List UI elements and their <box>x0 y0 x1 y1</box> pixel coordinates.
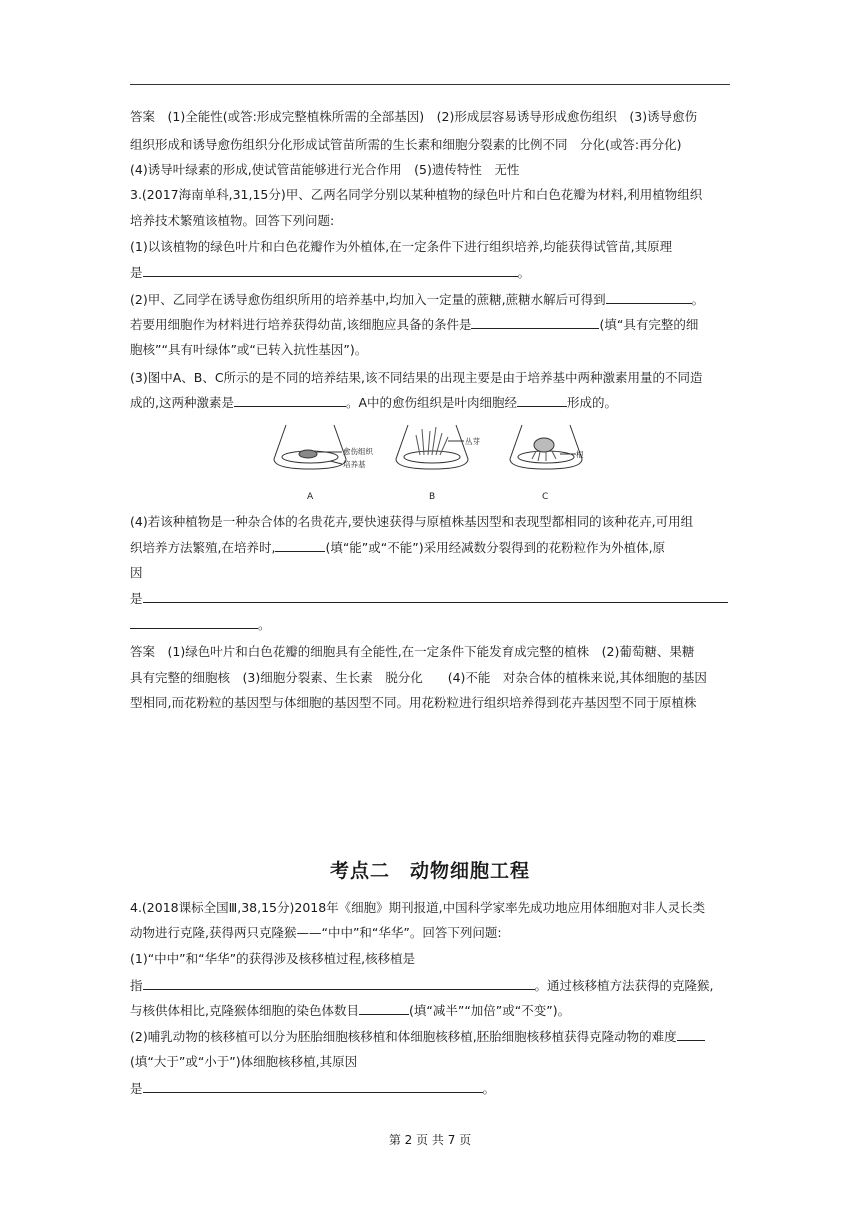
culture-dish-figure <box>270 421 590 505</box>
question-3-line-14 <box>130 616 730 634</box>
text-segment: (填“减半”“加倍”或“不变”)。 <box>408 1003 571 1018</box>
text-segment: 。A中的愈伤组织是叶肉细胞经 <box>345 395 518 410</box>
question-4-line-6 <box>130 1028 730 1046</box>
question-3-line-4 <box>130 264 730 282</box>
text-segment: (填“能”或“不能”)采用经减数分裂得到的花粉粒作为外植体,原 <box>325 540 666 555</box>
callout-roots: 根 <box>576 450 584 459</box>
flask-a-callus <box>299 450 317 458</box>
answer-blank <box>275 539 325 552</box>
answer-blank <box>130 616 258 629</box>
question-4-line-2: 动物进行克隆,获得两只克隆猴——“中中”和“华华”。回答下列问题: <box>130 925 502 940</box>
text-segment: 。 <box>482 1081 496 1096</box>
text-segment: (2)哺乳动物的核移植可以分为胚胎细胞核移植和体细胞核移植,胚胎细胞核移植获得克隆动物的难度 <box>130 1029 677 1044</box>
flask-b-outline <box>396 425 468 469</box>
answer-blank <box>517 394 567 407</box>
answer-1-line-3: (4)诱导叶绿素的形成,使试管苗能够进行光合作用 (5)遗传特性 无性 <box>130 162 520 177</box>
text-segment: (填“具有完整的细 <box>599 317 699 332</box>
answer-1-line-1: 答案 (1)全能性(或答:形成完整植株所需的全部基因) (2)形成层容易诱导形成愈伤组织 (3)诱导愈伤 <box>130 109 698 124</box>
question-4-line-7: (填“大于”或“小于”)体细胞核移植,其原因 <box>130 1054 358 1069</box>
answer-blank <box>234 394 346 407</box>
question-3-line-3: (1)以该植物的绿色叶片和白色花瓣作为外植体,在一定条件下进行组织培养,均能获得试管苗,其原理 <box>130 239 673 254</box>
text-segment: 织培养方法繁殖,在培养时, <box>130 540 276 555</box>
question-3-line-11 <box>130 539 730 557</box>
text-segment: 形成的。 <box>567 395 618 410</box>
question-3-line-1: 3.(2017海南单科,31,15分)甲、乙两名同学分别以某种植物的绿色叶片和白色花瓣为材料,利用植物组织 <box>130 187 703 202</box>
label-b: B <box>429 492 436 502</box>
flask-a <box>274 425 346 469</box>
question-3-line-6 <box>130 316 730 334</box>
question-3-line-13 <box>130 590 730 608</box>
question-4-line-5 <box>130 1002 730 1020</box>
flask-b <box>396 425 468 469</box>
answer-blank <box>143 590 728 603</box>
answer-blank <box>471 316 599 329</box>
text-segment: 是 <box>130 591 143 606</box>
question-3-line-12: 因 <box>130 565 143 580</box>
question-3-line-10: (4)若该种植物是一种杂合体的名贵花卉,要快速获得与原植株基因型和表现型都相同的该种花卉,可用组 <box>130 514 694 529</box>
text-segment: 与核供体相比,克隆猴体细胞的染色体数目 <box>130 1003 359 1018</box>
text-segment: 。 <box>258 617 271 632</box>
question-3-line-9 <box>130 394 730 412</box>
answer-blank <box>143 1080 483 1093</box>
text-segment: 成的,这两种激素是 <box>130 395 234 410</box>
question-4-line-8 <box>130 1080 730 1098</box>
figure-svg <box>270 421 590 505</box>
question-3-line-7: 胞核”“具有叶绿体”或“已转入抗性基因”)。 <box>130 342 368 357</box>
callout-line <box>330 461 342 464</box>
header-rule <box>130 84 730 85</box>
question-4-line-4 <box>130 977 730 995</box>
text-segment: 指 <box>130 978 143 993</box>
text-segment: 。 <box>517 265 531 280</box>
text-segment: (2)甲、乙同学在诱导愈伤组织所用的培养基中,均加入一定量的蔗糖,蔗糖水解后可得到 <box>130 292 606 307</box>
callout-shoots: 丛芽 <box>465 437 480 446</box>
answer-2-line-1: 答案 (1)绿色叶片和白色花瓣的细胞具有全能性,在一定条件下能发育成完整的植株 (2)葡萄糖、果糖 <box>130 644 695 659</box>
answer-2-line-2: 具有完整的细胞核 (3)细胞分裂素、生长素 脱分化 (4)不能 对杂合体的植株来说,其体细胞的基因 <box>130 670 707 685</box>
answer-blank <box>143 977 535 990</box>
question-3-line-5 <box>130 291 730 309</box>
label-a: A <box>307 492 314 502</box>
text-segment: 若要用细胞作为材料进行培养获得幼苗,该细胞应具备的条件是 <box>130 317 472 332</box>
callout-callus: 愈伤组织 <box>343 447 373 456</box>
text-segment: 是 <box>130 265 143 280</box>
question-4-line-1: 4.(2018课标全国Ⅲ,38,15分)2018年《细胞》期刊报道,中国科学家率先成功地应用体细胞对非人灵长类 <box>130 900 706 915</box>
answer-blank <box>606 291 692 304</box>
answer-1-line-2: 组织形成和诱导愈伤组织分化形成试管苗所需的生长素和细胞分裂素的比例不同 分化(或答:再分化) <box>130 137 682 152</box>
page-footer: 第 2 页 共 7 页 <box>388 1133 472 1147</box>
answer-2-line-3: 型相同,而花粉粒的基因型与体细胞的基因型不同。用花粉粒进行组织培养得到花卉基因型不同于原植株 <box>130 695 697 710</box>
text-segment: 。 <box>691 292 705 307</box>
text-segment: 是 <box>130 1081 143 1096</box>
question-4-line-3: (1)“中中”和“华华”的获得涉及核移植过程,核移植是 <box>130 951 416 966</box>
question-3-line-8: (3)图中A、B、C所示的是不同的培养结果,该不同结果的出现主要是由于培养基中两种激素用量的不同造 <box>130 370 703 385</box>
text-segment: 。通过核移植方法获得的克隆猴, <box>534 978 714 993</box>
answer-blank <box>359 1002 409 1015</box>
callout-medium: 培养基 <box>343 460 366 469</box>
flask-c-callus <box>534 438 554 452</box>
section-heading: 考点二 动物细胞工程 <box>329 860 530 882</box>
answer-blank <box>677 1028 705 1041</box>
flask-c <box>510 425 582 469</box>
question-3-line-2: 培养技术繁殖该植物。回答下列问题: <box>130 213 335 228</box>
answer-blank <box>143 264 518 277</box>
label-c: C <box>542 492 549 502</box>
